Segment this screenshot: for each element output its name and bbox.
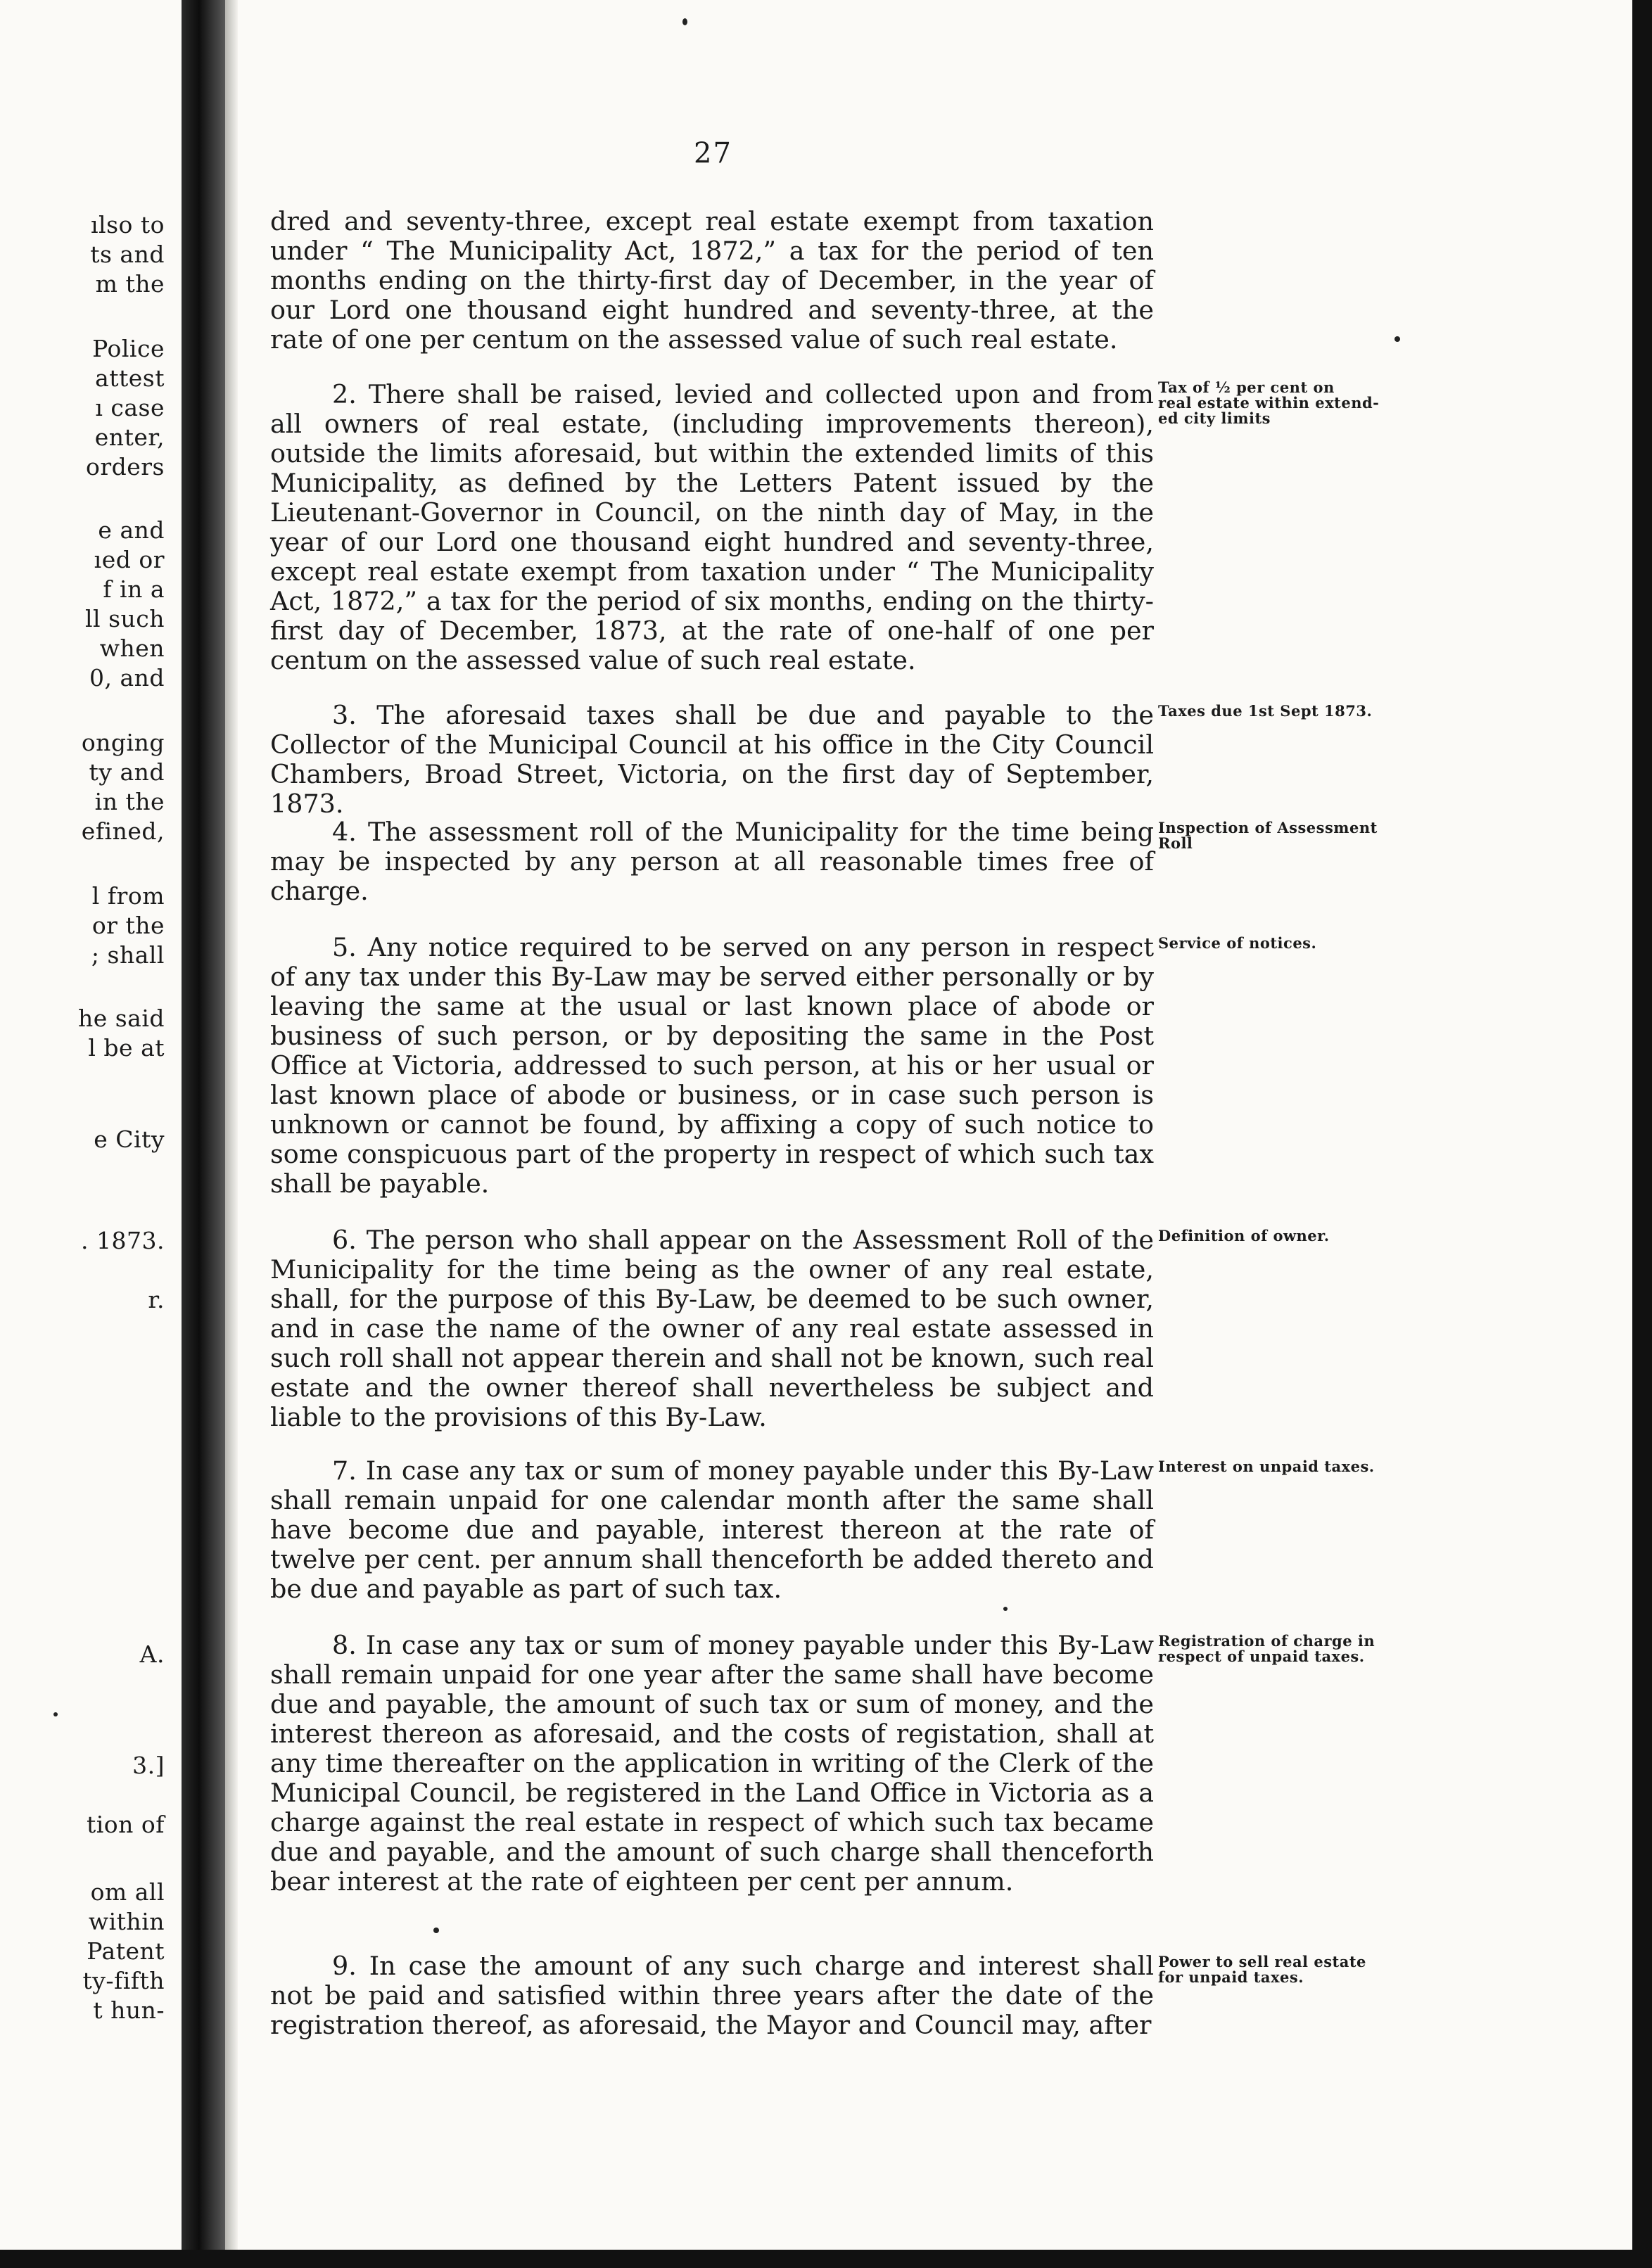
facing-page-line: efined, (81, 817, 165, 845)
margin-note-m9: Power to sell real estate for unpaid taxes. (1158, 1953, 1366, 1986)
facing-page-line: e and (98, 516, 165, 544)
facing-page-line: enter, (94, 423, 165, 451)
paragraph-text: 8. In case any tax or sum of money payable under this By-Law shall remain unpaid for one year after the same shall have become due and payable, the amount of such tax or sum of money, and the interest thereon as aforesaid, and the costs of registation, shall at any time thereafter on the application in writing of the Clerk of the Municipal Council, be registered in the Land Office in Victoria as a charge against the real estate in respect of which such tax became due and payable, and the amount of such charge shall thenceforth bear interest at the rate of eighteen per cent per annum. (270, 1630, 1154, 1897)
facing-page-line: when (99, 635, 165, 662)
section-p9 (270, 1951, 1154, 2040)
facing-page-line: t hun- (93, 1996, 165, 2024)
facing-page-line: Patent (87, 1937, 165, 1965)
section-p3 (270, 701, 1154, 819)
margin-note-m4: Inspection of Assessment Roll (1158, 819, 1378, 852)
facing-page-line: ts and (90, 241, 165, 268)
paragraph-text: 9. In case the amount of any such charge and interest shall not be paid and satisfied within three years after the date of the registration thereof, as aforesaid, the Mayor and Council may, after (270, 1951, 1154, 2040)
facing-page-line: onging (81, 729, 165, 756)
margin-note-m2: Tax of ½ per cent on real estate within extend- ed city limits (1158, 378, 1380, 427)
page-number: 27 (694, 137, 732, 170)
margin-note-m5: Service of notices. (1158, 934, 1317, 952)
facing-page-line: ; shall (91, 941, 165, 969)
facing-page-fragment (0, 0, 182, 2268)
ink-speck (682, 18, 687, 25)
facing-page-line: 0, and (89, 664, 165, 692)
ink-speck (1003, 1607, 1008, 1611)
facing-page-line: he said (77, 1005, 165, 1032)
paragraph-text: 5. Any notice required to be served on any person in respect of any tax under this By-Law may be served either personally or by leaving the same at the usual or last known place of abode or business of such person, or by depositing the same in the Post Office at Victoria, addressed to such person, at his or her usual or last known place of abode or business, or in case such person is unknown or cannot be found, by affixing a copy of such notice to some conspicuous part of the property in respect of which such tax shall be payable. (270, 932, 1154, 1199)
section-p6 (270, 1225, 1154, 1432)
section-p5 (270, 933, 1154, 1199)
facing-page-line: m the (95, 270, 165, 298)
facing-page-line: ll such (84, 605, 165, 632)
facing-page-line: or the (91, 912, 165, 939)
section-p4 (270, 817, 1154, 906)
facing-page-line: . 1873. (81, 1227, 165, 1254)
facing-page-line: ty-fifth (82, 1967, 165, 1994)
ink-speck (53, 1712, 58, 1716)
margin-note-m7: Interest on unpaid taxes. (1158, 1458, 1375, 1475)
facing-page-line: ty and (89, 758, 165, 786)
facing-page-line: r. (148, 1286, 165, 1313)
ink-speck (433, 1928, 439, 1933)
facing-page-line: A. (139, 1641, 165, 1668)
facing-page-line: l be at (88, 1034, 165, 1062)
margin-note-m3: Taxes due 1st Sept 1873. (1158, 702, 1373, 720)
facing-page-line: within (88, 1908, 165, 1935)
paragraph-text: 4. The assessment roll of the Municipality for the time being may be inspected by any person at all reasonable times free of charge. (270, 817, 1154, 906)
facing-page-line: om all (90, 1878, 165, 1906)
facing-page-line: l from (91, 882, 165, 910)
facing-page-line: tion of (86, 1811, 165, 1838)
section-p7 (270, 1456, 1154, 1604)
facing-page-line: e City (94, 1126, 165, 1153)
paragraph-text: dred and seventy-three, except real estate exempt from taxation under “ The Municipality Act, 1872,” a tax for the period of ten months ending on the thirty-first day of December, in the year of our Lord one thousand eight hundred and seventy-three, at the rate of one per centum on the assessed value of such real estate. (270, 206, 1154, 355)
paragraph-text: 2. There shall be raised, levied and collected upon and from all owners of real estate, (including improvements thereon), outside the limits aforesaid, but within the extended limits of this Municipality, as defined by the Letters Patent issued by the Lieutenant-Governor in Council, on the ninth day of May, in the year of our Lord one thousand eight hundred and seventy-three, except real estate exempt from taxation under “ The Municipality Act, 1872,” a tax for the period of six months, ending on the thirty-first day of December, 1873, at the rate of one-half of one per centum on the assessed value of such real estate. (270, 379, 1154, 675)
facing-page-line: f in a (103, 575, 165, 603)
facing-page-line: orders (85, 453, 165, 480)
ink-speck (1394, 336, 1400, 342)
facing-page-line: 3.] (132, 1752, 165, 1779)
facing-page-line: attest (95, 364, 165, 392)
gutter-shadow (225, 0, 238, 2268)
scan-edge-right (1632, 0, 1652, 2268)
section-p2 (270, 380, 1154, 675)
section-p8 (270, 1631, 1154, 1897)
book-gutter (182, 0, 225, 2268)
scan-edge-bottom (0, 2250, 1652, 2268)
section-p0 (270, 207, 1154, 355)
facing-page-line: Police (92, 335, 165, 362)
facing-page-line: ı case (95, 394, 165, 421)
facing-page-line: ıed or (94, 546, 165, 573)
paragraph-text: 3. The aforesaid taxes shall be due and payable to the Collector of the Municipal Council at his office in the City Council Chambers, Broad Street, Victoria, on the first day of September, 1873. (270, 700, 1154, 819)
margin-note-m6: Definition of owner. (1158, 1227, 1330, 1244)
paragraph-text: 7. In case any tax or sum of money payable under this By-Law shall remain unpaid for one calendar month after the same shall have become due and payable, interest thereon at the rate of twelve per cent. per annum shall thenceforth be added thereto and be due and payable as part of such tax. (270, 1455, 1154, 1604)
margin-note-m8: Registration of charge in respect of unpaid taxes. (1158, 1632, 1375, 1665)
facing-page-line: ılso to (90, 211, 165, 238)
paragraph-text: 6. The person who shall appear on the Assessment Roll of the Municipality for the time being as the owner of any real estate, shall, for the purpose of this By-Law, be deemed to be such owner, and in case the name of the owner of any real estate assessed in such roll shall not appear therein and shall not be known, such real estate and the owner thereof shall nevertheless be subject and liable to the provisions of this By-Law. (270, 1225, 1154, 1432)
facing-page-line: in the (94, 788, 165, 815)
